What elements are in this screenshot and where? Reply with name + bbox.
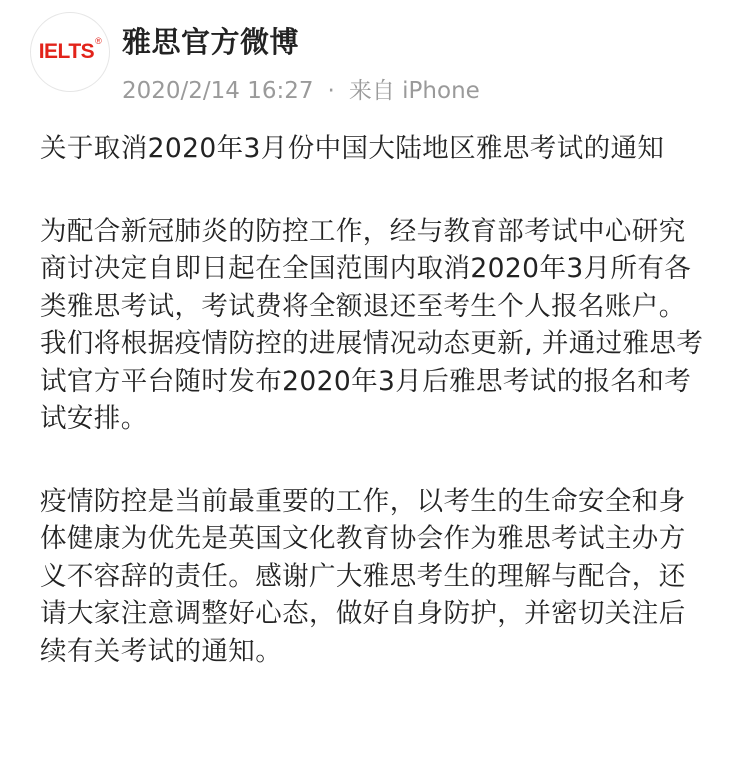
post-paragraph-2: 疫情防控是当前最重要的工作，以考生的生命安全和身体健康为优先是英国文化教育协会作为雅思考试主办方义不容辞的责任。感谢广大雅思考生的理解与配合，还请大家注意调整好心态，做好自身防护，并密切关注后续有关考试的通知。 <box>40 485 686 667</box>
ielts-logo-icon <box>38 36 102 64</box>
avatar[interactable] <box>30 12 110 92</box>
post-content <box>40 130 712 670</box>
registered-mark: ® <box>95 36 102 46</box>
post-header <box>30 12 720 122</box>
post-timestamp: 2020/2/14 16:27 <box>122 78 314 104</box>
post-title: 关于取消2020年3月份中国大陆地区雅思考试的通知 <box>40 133 665 164</box>
post-source: 来自 iPhone <box>348 78 480 104</box>
meta-separator: · <box>327 78 335 104</box>
post-paragraph-1: 为配合新冠肺炎的防控工作，经与教育部考试中心研究商讨决定自即日起在全国范围内取消2020年3月所有各类雅思考试，考试费将全额退还至考生个人报名账户。我们将根据疫情防控的进展情况动态更新, 并通过雅思考试官方平台随时发布2020年3月后雅思考试的报名和考试安排。 <box>40 215 704 434</box>
logo-text: IELTS <box>38 40 95 63</box>
post-meta <box>122 72 480 105</box>
account-name[interactable]: 雅思官方微博 <box>122 25 300 59</box>
